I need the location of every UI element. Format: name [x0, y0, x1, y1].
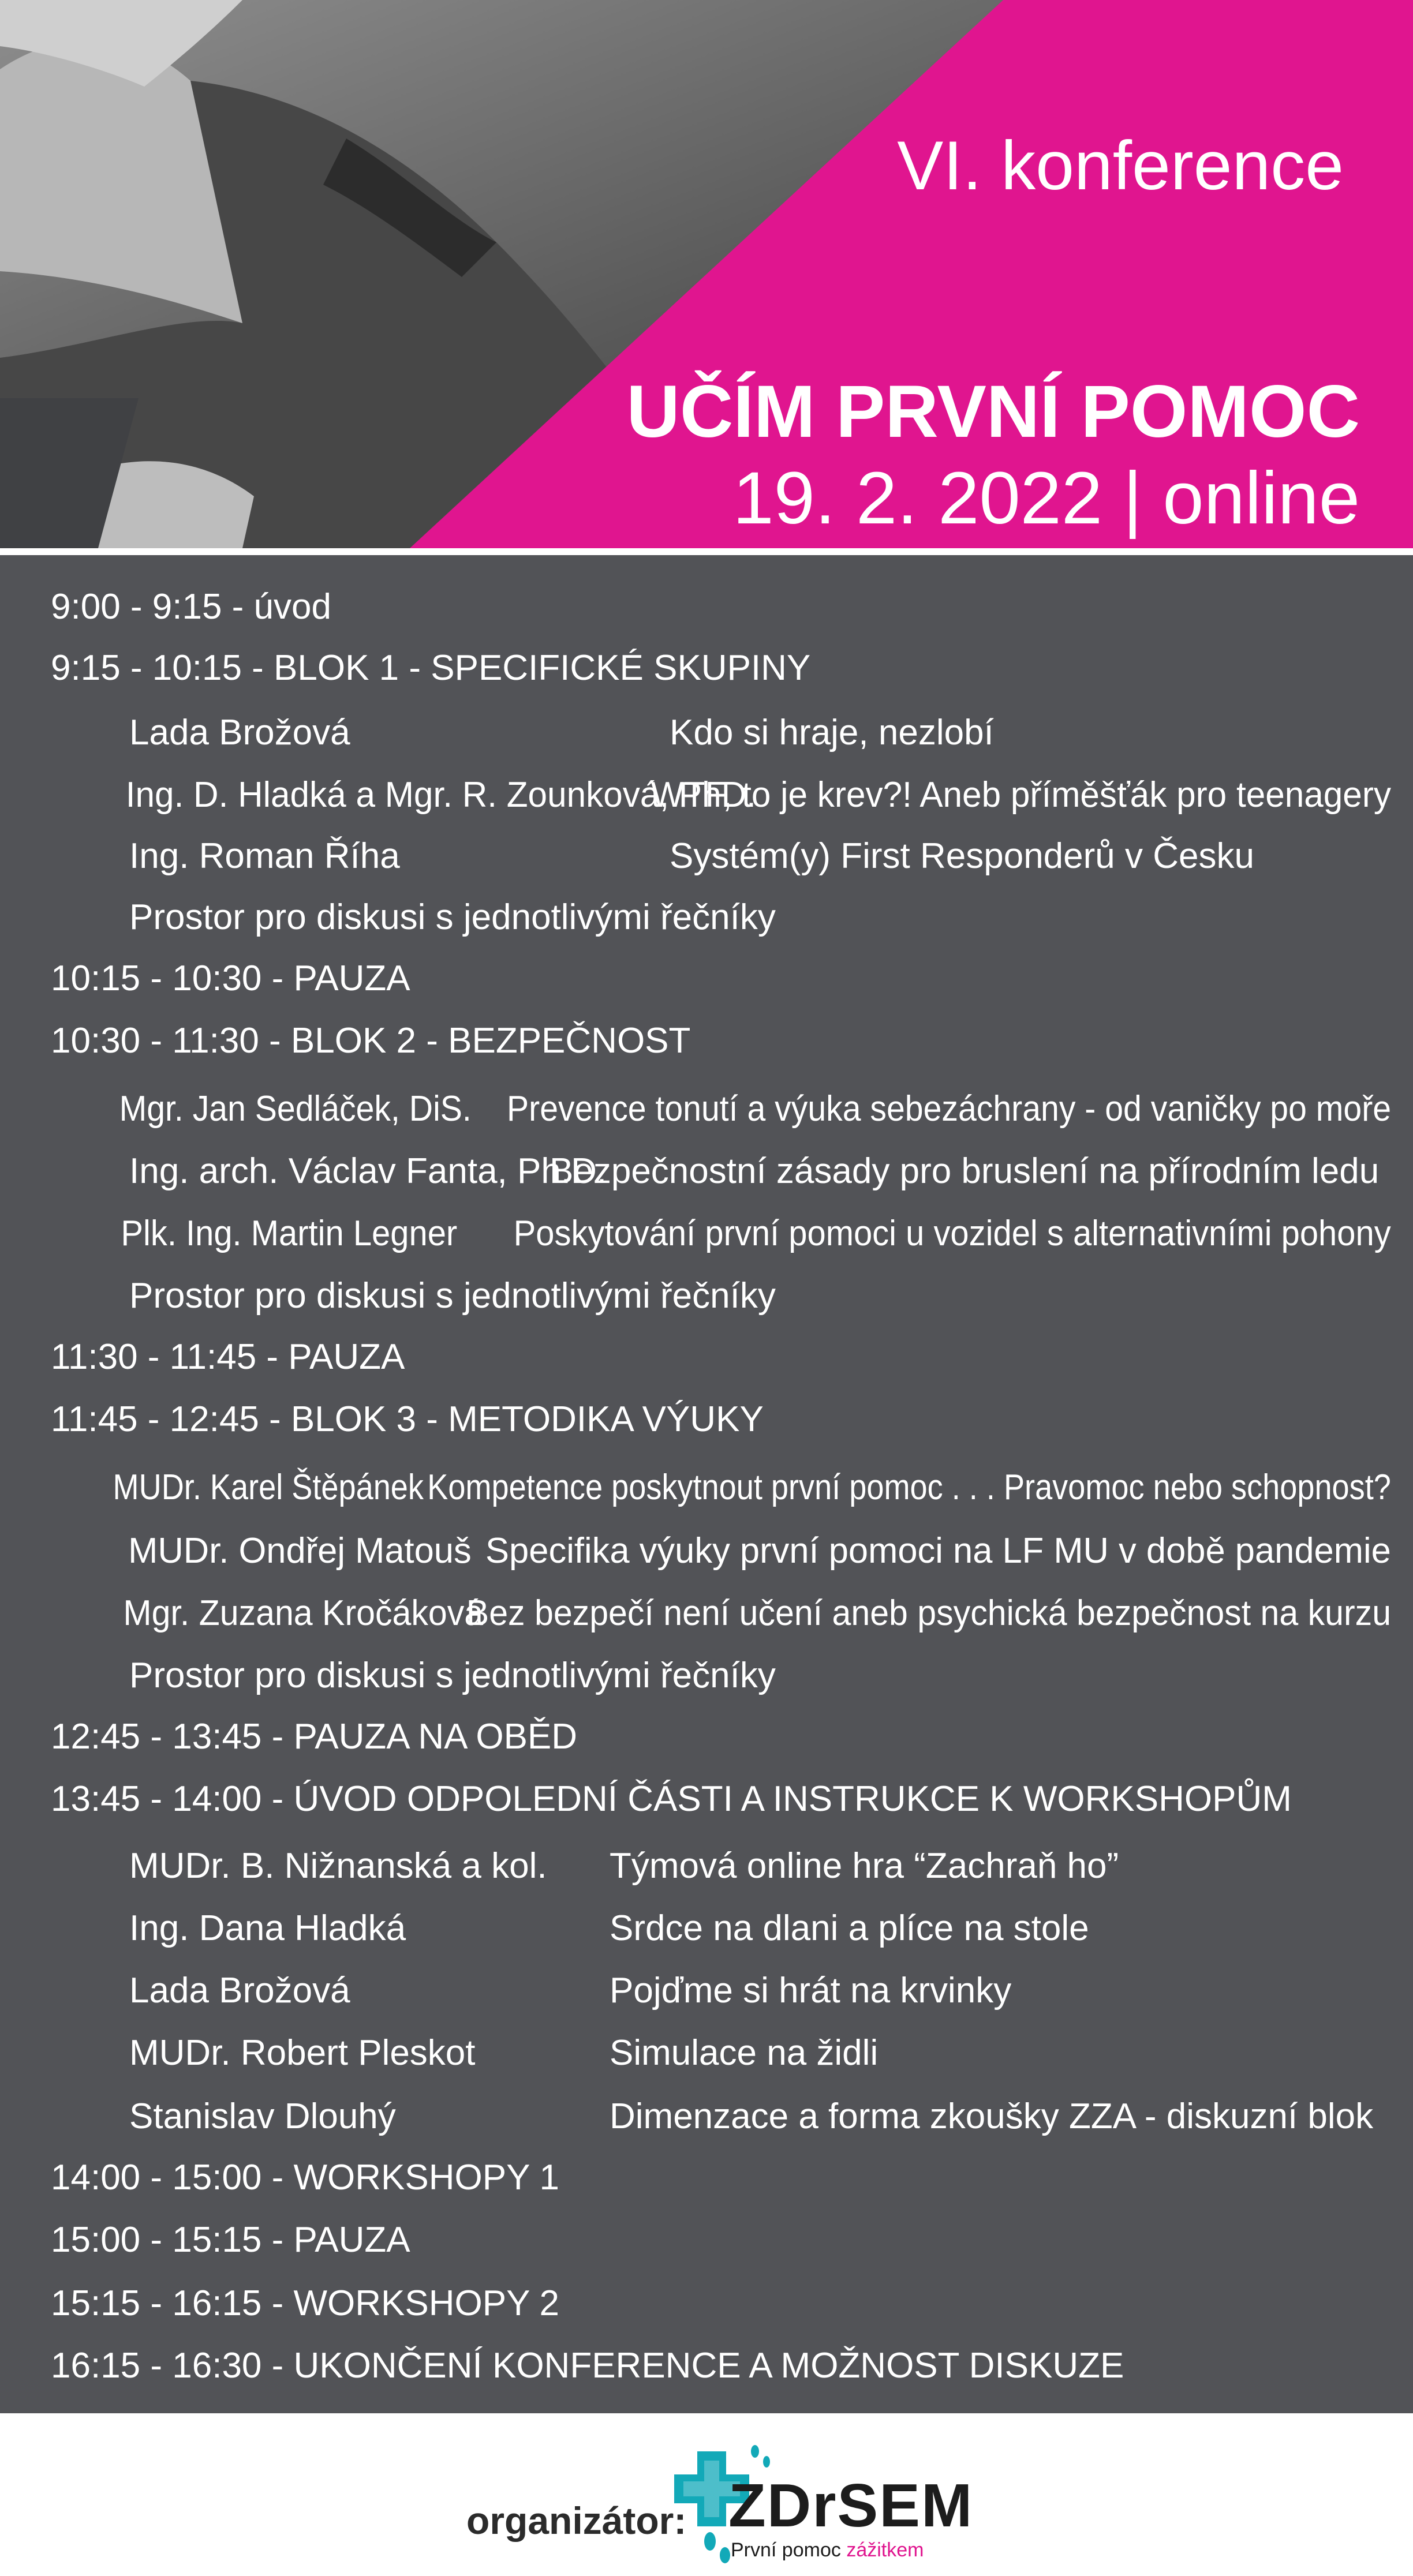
speaker-name: MUDr. Ondřej Matouš	[128, 1531, 472, 1571]
talk-title: Bez bezpečí není učení aneb psychická bezpečnost na kurzu	[466, 1593, 1392, 1633]
speaker-name: MUDr. Karel Štěpánek	[113, 1467, 424, 1507]
logo-wordmark: ZDrSEM	[728, 2472, 974, 2540]
talk-title: Kdo si hraje, nezlobí	[670, 713, 994, 752]
speaker-name: Ing. arch. Václav Fanta, Ph.D.	[129, 1151, 607, 1191]
speaker-name: Lada Brožová	[129, 1971, 350, 2010]
speaker-name: MUDr. B. Nižnanská a kol.	[129, 1846, 547, 1886]
speaker-name: Ing. Dana Hladká	[129, 1908, 406, 1948]
talk-title: WTF, to je krev?! Aneb příměšťák pro teenagery	[651, 775, 1392, 815]
conference-number: VI. konference	[897, 127, 1344, 204]
speaker-name: Mgr. Jan Sedláček, DiS.	[119, 1089, 472, 1129]
divider	[0, 548, 1413, 555]
speaker-name: MUDr. Robert Pleskot	[129, 2033, 476, 2073]
talk-title: Týmová online hra “Zachraň ho”	[610, 1846, 1119, 1886]
speaker-name: Ing. D. Hladká a Mgr. R. Zounková, PhD.	[125, 775, 756, 815]
speaker-name: Lada Brožová	[129, 713, 350, 752]
speaker-name: Stanislav Dlouhý	[129, 2096, 396, 2136]
talk-title: Kompetence poskytnout první pomoc . . . Pravomoc nebo schopnost?	[427, 1467, 1391, 1507]
speaker-name: Ing. Roman Říha	[129, 836, 400, 876]
talk-title: Simulace na židli	[610, 2033, 879, 2073]
talk-title: Systém(y) First Responderů v Česku	[670, 836, 1254, 876]
logo-tagline: První pomoc zážitkem	[731, 2539, 924, 2561]
speaker-name: Mgr. Zuzana Kročáková	[123, 1593, 484, 1633]
header-banner	[0, 0, 1413, 548]
talk-title: Prevence tonutí a výuka sebezáchrany - od vaničky po moře	[507, 1089, 1392, 1129]
speaker-name: Plk. Ing. Martin Legner	[121, 1214, 458, 1253]
talk-title: Specifika výuky první pomoci na LF MU v době pandemie	[485, 1531, 1391, 1571]
conference-title: UČÍM PRVNÍ POMOC	[626, 370, 1360, 453]
footer	[0, 2413, 1413, 2576]
organizer-label: organizátor:	[466, 2499, 687, 2542]
talk-title: Srdce na dlani a plíce na stole	[610, 1908, 1089, 1948]
talk-title: Poskytování první pomoci u vozidel s alternativními pohony	[513, 1214, 1391, 1253]
conference-date: 19. 2. 2022 | online	[732, 457, 1360, 540]
schedule-panel: 9:00 - 9:15 - úvod 9:15 - 10:15 - BLOK 1 - SPECIFICKÉ SKUPINY Lada Brožová Kdo si hraje, nezlobí Ing. D. Hladká a Mgr. R. Zounková, PhD. WTF, to je krev?! Aneb příměšťák pro teenagery Ing. Roman Říha Systém(y) First Responderů v Česku Prostor pro diskusi s jednotlivými řečníky 10:15 - 10:30 - PAUZA 10:30 - 11:30 - BLOK 2 - BEZPEČNOST Mgr. Jan Sedláček, DiS. Prevence tonutí a výuka sebezáchrany - od vaničky po moře Ing. arch. Václav Fanta, Ph.D. Bezpečnostní zásady pro bruslení na přírodním ledu Plk. Ing. Martin Legner Poskytování první pomoci u vozidel s alternativními pohony Prostor pro diskusi s jednotlivými řečníky 11:30 - 11:45 - PAUZA 11:45 - 12:45 - BLOK 3 - METODIKA VÝUKY MUDr. Karel Štěpánek Kompetence poskytnout první pomoc . . . Pravomoc nebo schopnost? MUDr. Ondřej Matouš Specifika výuky první pomoci na LF MU v době pandemie Mgr. Zuzana Kročáková Bez bezpečí není učení aneb psychická bezpečnost na kurzu Prostor pro diskusi s jednotlivými řečníky 12:45 - 13:45 - PAUZA NA OBĚD 13:45 - 14:00 - ÚVOD ODPOLEDNÍ ČÁSTI A INSTRUKCE K WORKSHOPŮM MUDr. B. Nižnanská a kol. Týmová online hra “Zachraň ho” Ing. Dana Hladká Srdce na dlani a plíce na stole Lada Brožová Pojďme si hrát na krvinky MUDr. Robert Pleskot Simulace na židli Stanislav Dlouhý Dimenzace a forma zkoušky ZZA - diskuzní blok 14:00 - 15:00 - WORKSHOPY 1 15:00 - 15:15 - PAUZA 15:15 - 16:15 - WORKSHOPY 2 16:15 - 16:30 - UKONČENÍ KONFERENCE A MOŽNOST DISKUZE	[0, 555, 1413, 2413]
talk-title: Pojďme si hrát na krvinky	[610, 1971, 1012, 2010]
talk-title: Dimenzace a forma zkoušky ZZA - diskuzní blok	[610, 2096, 1374, 2136]
talk-title: Bezpečnostní zásady pro bruslení na přírodním ledu	[550, 1151, 1380, 1191]
